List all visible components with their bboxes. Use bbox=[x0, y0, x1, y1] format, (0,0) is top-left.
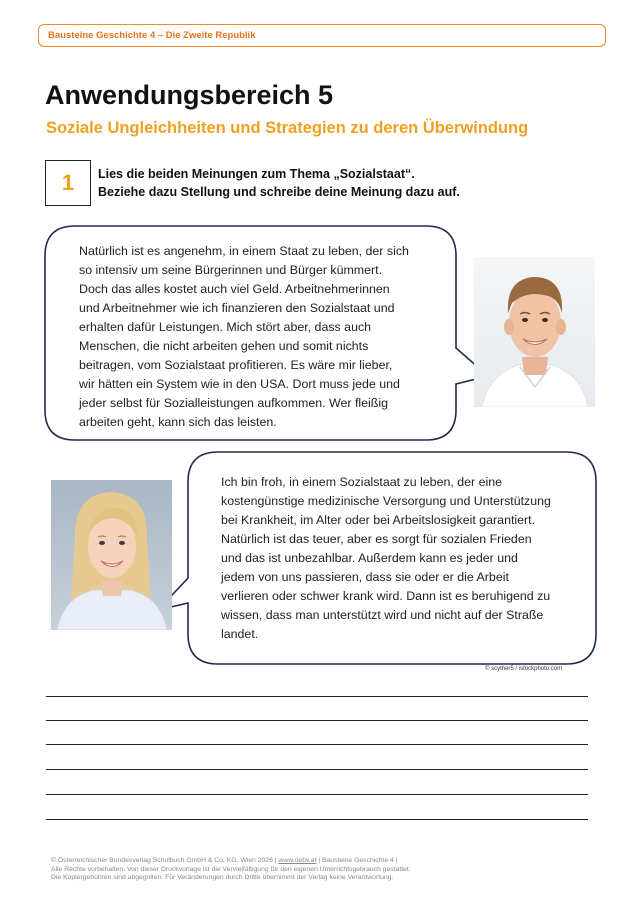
writing-line bbox=[46, 769, 588, 770]
opinion-line: bei Krankheit, im Alter oder bei Arbeitslosigkeit garantiert. bbox=[221, 513, 536, 527]
series-title: Bausteine Geschichte 4 – Die Zweite Republik bbox=[48, 30, 256, 41]
footer-publisher: © Österreichischer Bundesverlag Schulbuch GmbH & Co. KG, Wien 2026 | bbox=[51, 857, 279, 864]
task-number: 1 bbox=[61, 170, 75, 195]
copyright-footer bbox=[51, 857, 411, 883]
opinion-line: landet. bbox=[221, 627, 259, 641]
opinion-line: wir hätten ein System wie in den USA. Dort muss jede und bbox=[79, 377, 400, 391]
opinion-line: verlieren oder schwer krank wird. Dann ist es beruhigend zu bbox=[221, 589, 551, 603]
opinion-man-text bbox=[79, 242, 409, 432]
footer-line-1 bbox=[51, 857, 411, 866]
opinion-line: und das ist unbezahlbar. Außerdem kann es jeder und bbox=[221, 551, 518, 565]
publisher-website-link[interactable]: www.oebv.at bbox=[278, 857, 317, 864]
writing-line bbox=[46, 744, 588, 745]
footer-series: | Bausteine Geschichte 4 | bbox=[316, 857, 398, 864]
opinion-line: kostengünstige medizinische Versorgung und Unterstützung bbox=[221, 494, 551, 508]
opinion-line: erhalten dafür Leistungen. Mich stört aber, dass auch bbox=[79, 320, 372, 334]
photo-credit: © scyther5 / istockphoto.com bbox=[485, 666, 563, 672]
opinion-line: Doch das alles kostet auch viel Geld. Arbeitnehmerinnen bbox=[79, 282, 390, 296]
task-instruction-line: Beziehe dazu Stellung und schreibe deine Meinung dazu auf. bbox=[98, 185, 460, 199]
opinion-line: arbeiten geht, kann sich das leisten. bbox=[79, 415, 277, 429]
writing-line bbox=[46, 696, 588, 697]
page-subtitle: Soziale Ungleichheiten und Strategien zu deren Überwindung bbox=[46, 119, 529, 137]
writing-line bbox=[46, 720, 588, 721]
page-title: Anwendungsbereich 5 bbox=[45, 80, 334, 110]
writing-line bbox=[46, 794, 588, 795]
writing-line bbox=[46, 819, 588, 820]
opinion-line: so intensiv um seine Bürgerinnen und Bürger kümmert. bbox=[79, 263, 383, 277]
opinion-line: Menschen, die nicht arbeiten gehen und somit nichts bbox=[79, 339, 369, 353]
opinion-line: Natürlich ist es angenehm, in einem Staat zu leben, der sich bbox=[79, 244, 409, 258]
opinion-line: jedem von uns passieren, dass sie oder er die Arbeit bbox=[221, 570, 509, 584]
footer-line-3: Die Kopiergebühren sind abgegolten. Für Veränderungen durch Dritte übernimmt der Verlag keine Verantwortung. bbox=[51, 874, 394, 882]
opinion-woman-text bbox=[221, 473, 551, 644]
opinion-line: Ich bin froh, in einem Sozialstaat zu leben, der eine bbox=[221, 475, 503, 489]
man-portrait-photo bbox=[474, 257, 595, 407]
opinion-line: und Arbeitnehmer wie ich finanzieren den Sozialstaat und bbox=[79, 301, 395, 315]
footer-line-2: Alle Rechte vorbehalten. Von dieser Druckvorlage ist die Vervielfältigung für den eigenen Unterrichtsgebrauch gestattet. bbox=[51, 865, 411, 873]
opinion-line: Natürlich ist das teuer, aber es sorgt für sozialen Frieden bbox=[221, 532, 532, 546]
opinion-line: beitragen, vom Sozialstaat profitieren. Es wäre mir lieber, bbox=[79, 358, 393, 372]
task-instruction-line: Lies die beiden Meinungen zum Thema „Sozialstaat“. bbox=[98, 167, 415, 181]
opinion-line: jeder selbst für Sozialleistungen aufkommen. Wer fleißig bbox=[79, 396, 388, 410]
woman-portrait-photo bbox=[51, 480, 172, 630]
opinion-line: wissen, dass man unterstützt wird und nicht auf der Straße bbox=[221, 608, 544, 622]
